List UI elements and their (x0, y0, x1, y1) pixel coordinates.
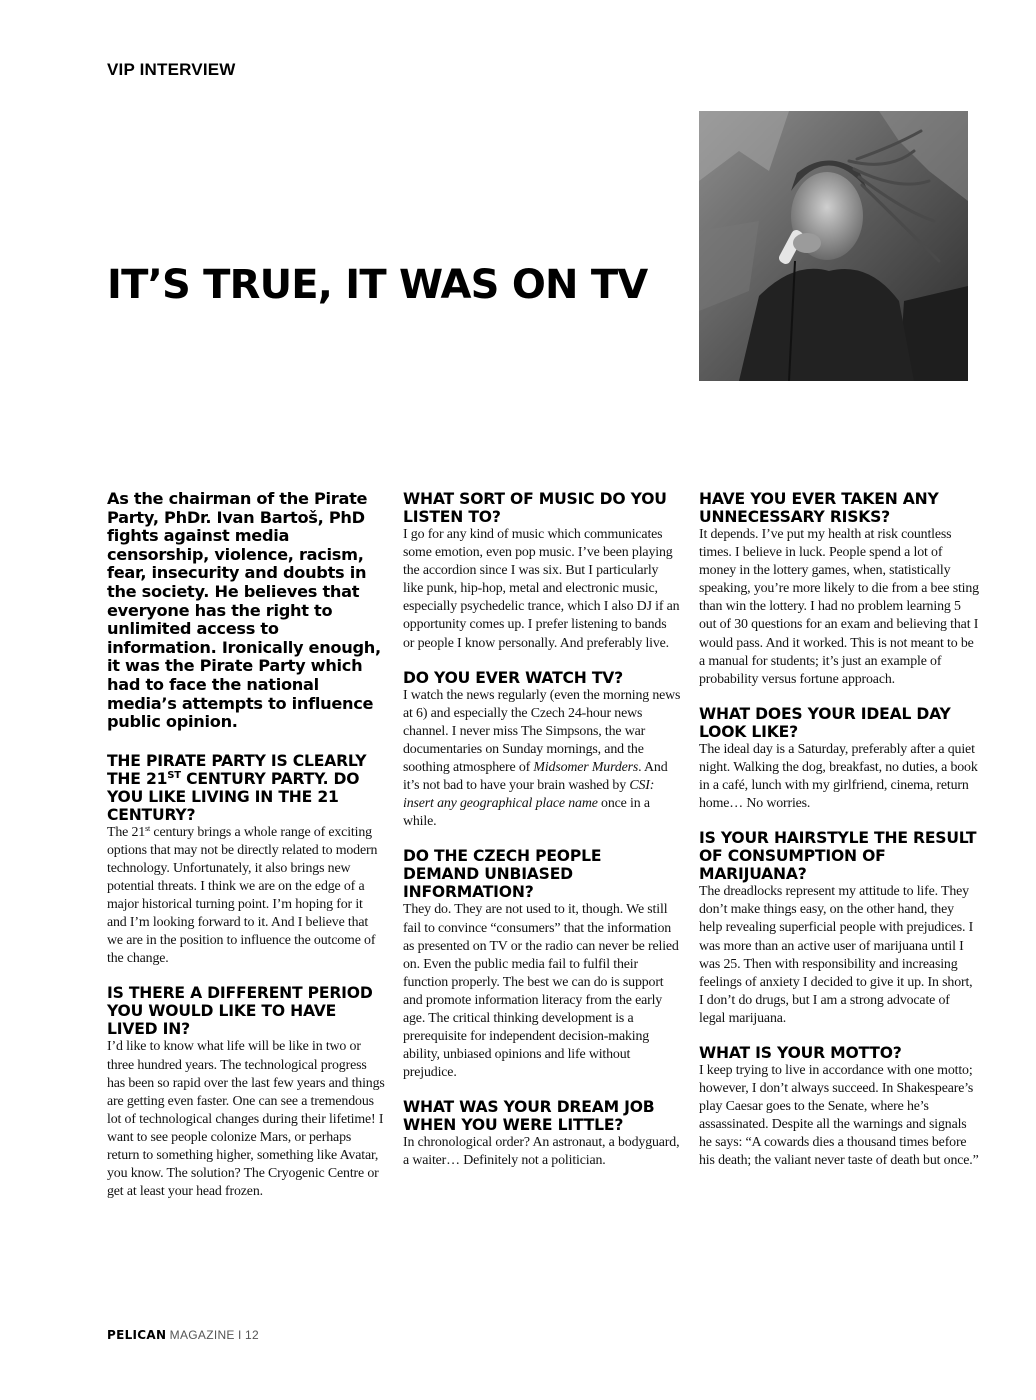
question-heading: WHAT IS YOUR MOTTO? (699, 1043, 902, 1062)
answer-paragraph: It depends. I’ve put my health at risk countless times. I believe in luck. People spend a lot of money in the lottery games, when, statistically speaking, you’re more likely to die from a bee sting than win the lottery. I had no problem learning 5 out of 30 questions for an exam and believing that I would pass. And it worked. This is not meant to be a manual for students; it’s just an example of probability versus fortune approach. (699, 527, 979, 687)
question-heading: WHAT SORT OF MUSIC DO YOU LISTEN TO? (403, 490, 667, 526)
question-heading: WHAT DOES YOUR IDEAL DAY LOOK LIKE? (699, 704, 951, 741)
question-heading: HAVE YOU EVER TAKEN ANY UNNECESSARY RISKS? (699, 490, 939, 526)
question-heading: WHAT WAS YOUR DREAM JOB WHEN YOU WERE LITTLE? (403, 1098, 655, 1135)
footer-magazine: MAGAZINE (169, 1328, 235, 1342)
answer-paragraph: In chronological order? An astronaut, a bodyguard, a waiter… Definitely not a politician. (403, 1135, 680, 1169)
answer-paragraph: I go for any kind of music which communicates some emotion, even pop music. I’ve been playing the accordion since I was six. But I particularly like punk, hip-hop, metal and electronic music, especially psychedelic trance, which I also DJ if an opportunity comes up. I prefer listening to bands or people I know personally. And preferably live. (403, 527, 680, 651)
answer-paragraph: I’d like to know what life will be like in two or three hundred years. The technological progress has been so rapid over the last few years and things are getting even faster. One can see a tremendous lot of technological changes during their lifetime! I want to see people colonize Mars, or perhaps return to something higher, something like Avatar, you know. The solution? The Cryogenic Centre or get at least your head frozen. (107, 1039, 385, 1200)
page-footer (107, 1328, 259, 1343)
question-heading: IS THERE A DIFFERENT PERIOD YOU WOULD LIKE TO HAVE LIVED IN? (107, 984, 373, 1039)
column-3 (699, 490, 979, 1187)
question-heading: THE PIRATE PARTY IS CLEARLY THE 21ST CENTURY PARTY. DO YOU LIKE LIVING IN THE 21 CENTURY? (107, 751, 367, 824)
answer-paragraph: The ideal day is a Saturday, preferably after a quiet night. Walking the dog, breakfast, no duties, a book in a café, lunch with my girlfriend, cinema, return home… No worries. (699, 741, 978, 812)
answer-paragraph: The dreadlocks represent my attitude to life. They don’t make things easy, on the other hand, they help revealing superficial people with prejudices. I was more than an active user of marijuana until I was 25. Then with responsibility and increasing feelings of anxiety I decided to give it up. In short, I don’t do drugs, but I am a strong advocate of legal marijuana. (699, 884, 974, 1026)
section-label: VIP INTERVIEW (107, 60, 236, 79)
page-number: 12 (245, 1328, 259, 1342)
footer-brand: PELICAN (107, 1328, 167, 1342)
question-heading: IS YOUR HAIRSTYLE THE RESULT OF CONSUMPTION OF MARIJUANA? (699, 829, 977, 884)
column-2 (403, 490, 681, 1187)
answer-paragraph: They do. They are not used to it, though. We still fail to convince “consumers” that the information as presented on TV or the radio can never be relied on. Even the public media fail to fulfil their function properly. The best we can do is support and promote information literacy from the early age. The critical thinking development is a prerequisite for independent decision-making ability, unbiased opinions and life without prejudice. (403, 902, 679, 1081)
question-heading: DO YOU EVER WATCH TV? (403, 668, 623, 687)
intro-paragraph: As the chairman of the Pirate Party, PhDr. Ivan Bartoš, PhD fights against media censorship, violence, racism, fear, insecurity and doubts in the society. He believes that everyone has the right to unlimited access to information. Ironically enough, it was the Pirate Party which had to face the national media’s attempts to influence public opinion. (107, 489, 381, 732)
question-heading: DO THE CZECH PEOPLE DEMAND UNBIASED INFORMATION? (403, 847, 602, 902)
footer-separator: I (238, 1328, 242, 1342)
answer-paragraph: The 21st century brings a whole range of exciting options that may not be directly related to modern technology. Unfortunately, it also brings new potential threats. I think we are on the edge of a major historical turning point. I’m hoping for it and I’m looking forward to it. And I believe that we are in the position to influence the outcome of the change. (107, 823, 378, 967)
answer-paragraph: I keep trying to live in accordance with one motto; however, I don’t always succeed. In Shakespeare’s play Caesar goes to the Senate, where he’s assassinated. Despite all the warnings and signals he says: “A cowards dies a thousand times before his death; the valiant never taste of death but once.” (699, 1062, 979, 1169)
article-title: IT’S TRUE, IT WAS ON TV (107, 262, 648, 308)
answer-paragraph: I watch the news regularly (even the morning news at 6) and especially the Czech 24-hour news channel. I never miss The Simpsons, the war documentaries on Sunday mornings, and the soothing atmosphere of Midsomer Murders. And it’s not bad to have your brain washed by CSI: insert any geographical place name once in a while. (403, 687, 681, 830)
column-1 (107, 490, 385, 1217)
interviewee-photo (699, 111, 968, 381)
